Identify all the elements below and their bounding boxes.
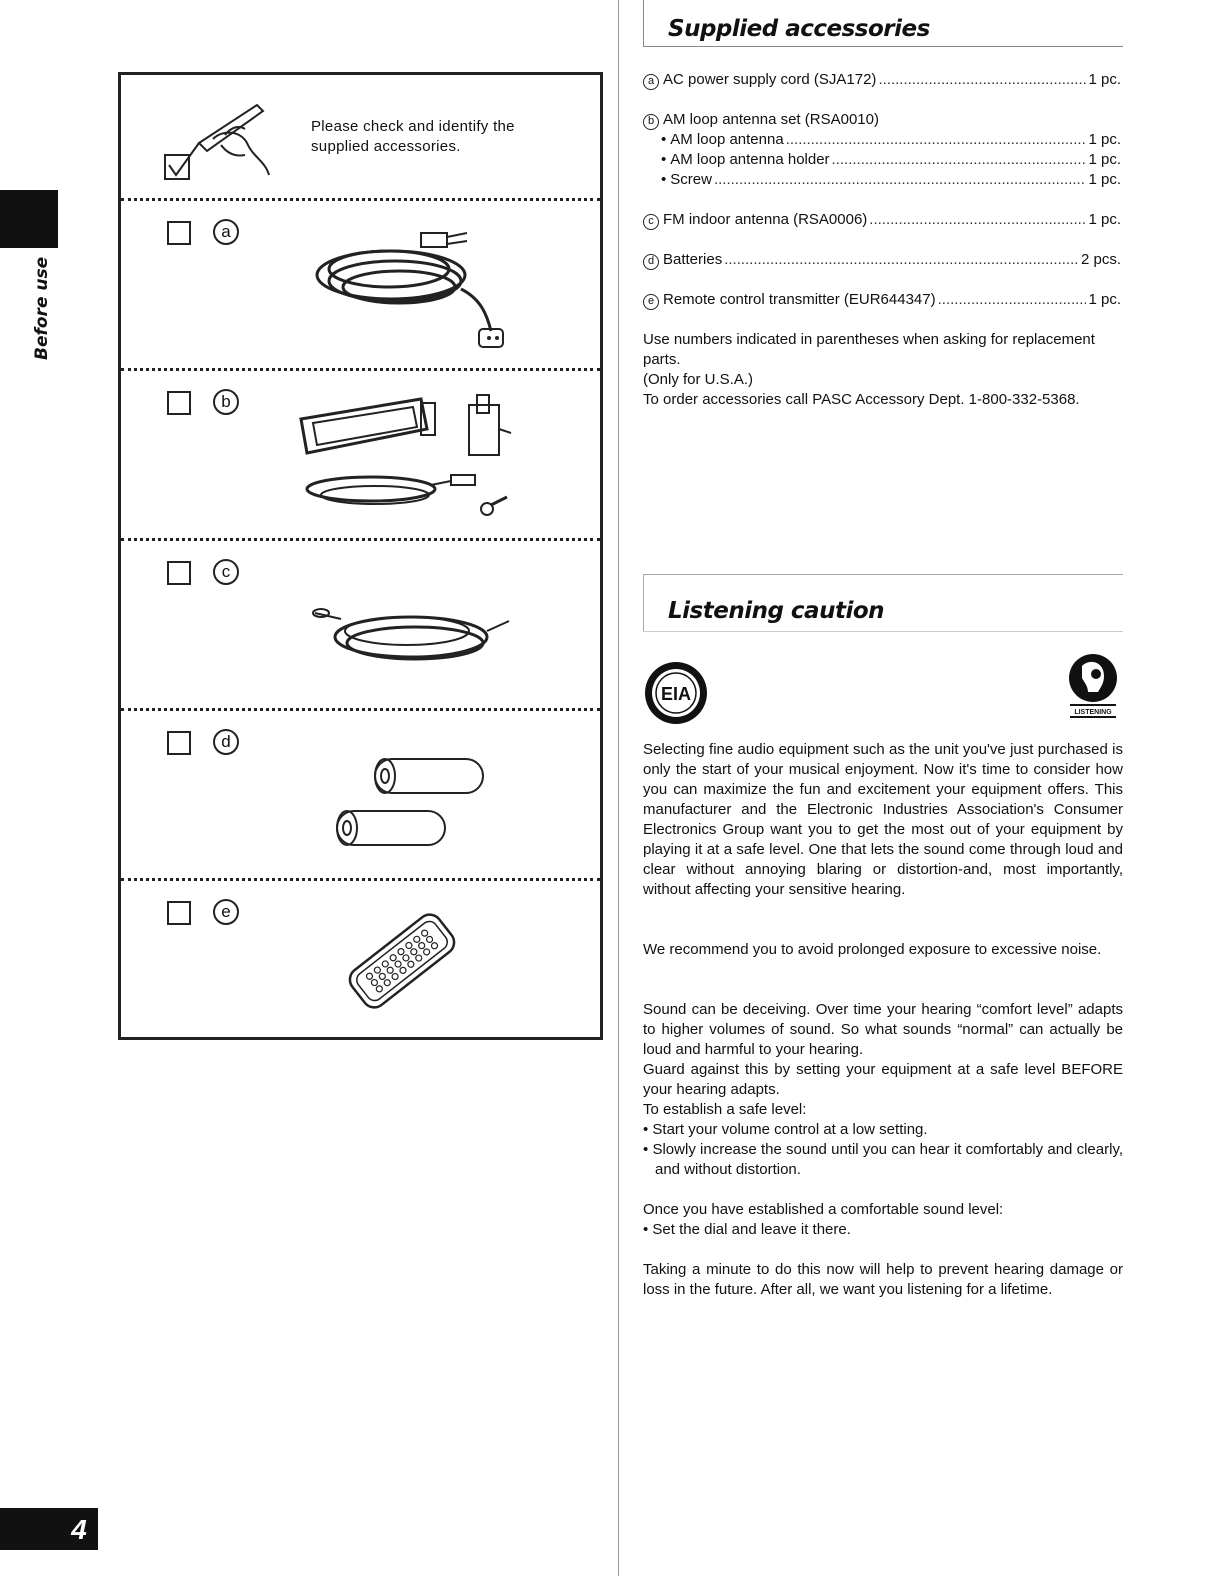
checklist-intro-cell bbox=[121, 75, 600, 201]
listening-paragraph-3 bbox=[643, 1000, 1123, 1180]
leader-dots bbox=[786, 130, 1087, 150]
accessories-title-underline bbox=[643, 46, 1123, 47]
listening-frame-left bbox=[643, 574, 644, 632]
item-letter-c: c bbox=[213, 559, 239, 585]
listening-bullet: • Start your volume control at a low setting. bbox=[643, 1121, 928, 1138]
leader-dots bbox=[869, 210, 1086, 230]
accessory-letter-c: c bbox=[643, 214, 659, 230]
checklist-item-c bbox=[121, 541, 600, 711]
accessory-label: AM loop antenna set (RSA0010) bbox=[663, 111, 879, 128]
accessory-label: AM loop antenna holder bbox=[670, 151, 830, 168]
accessories-notes bbox=[643, 330, 1123, 410]
side-tab-label: Before use bbox=[32, 256, 52, 360]
accessory-letter-e: e bbox=[643, 294, 659, 310]
accessory-label: AC power supply cord (SJA172) bbox=[663, 71, 877, 88]
accessory-row-a bbox=[643, 70, 1121, 90]
item-letter-b: b bbox=[213, 389, 239, 415]
checkbox-c[interactable] bbox=[167, 561, 191, 585]
batteries-icon bbox=[331, 755, 491, 855]
listening-frame-bottom bbox=[643, 631, 1123, 632]
page-number: 4 bbox=[71, 1514, 87, 1545]
accessories-title-frame bbox=[643, 0, 644, 46]
accessory-row-c bbox=[643, 210, 1121, 230]
listening-logo-text: LISTENING bbox=[1074, 709, 1112, 716]
accessory-row-b bbox=[643, 110, 1121, 130]
checklist-item-d bbox=[121, 711, 600, 881]
accessory-subrow bbox=[661, 170, 1121, 190]
remote-control-icon bbox=[337, 901, 467, 1021]
accessory-qty: 1 pc. bbox=[1088, 211, 1121, 228]
eia-logo-icon bbox=[643, 660, 709, 726]
listening-paragraph-4 bbox=[643, 1200, 1123, 1240]
accessory-qty: 1 pc. bbox=[1088, 291, 1121, 308]
accessory-qty: 1 pc. bbox=[1088, 151, 1121, 168]
accessory-label: AM loop antenna bbox=[670, 131, 784, 148]
accessory-label: Screw bbox=[670, 171, 712, 188]
bullet: • bbox=[661, 131, 667, 148]
leader-dots bbox=[938, 290, 1087, 310]
pen-check-icon bbox=[161, 99, 281, 189]
listening-paragraph-2 bbox=[643, 940, 1123, 960]
checkbox-b[interactable] bbox=[167, 391, 191, 415]
ac-power-cord-icon bbox=[311, 219, 511, 359]
listening-text: We recommend you to avoid prolonged exposure to excessive noise. bbox=[643, 941, 1102, 958]
accessory-qty: 1 pc. bbox=[1088, 131, 1121, 148]
checkbox-d[interactable] bbox=[167, 731, 191, 755]
item-letter-d: d bbox=[213, 729, 239, 755]
accessory-row-e bbox=[643, 290, 1121, 310]
accessory-label: FM indoor antenna (RSA0006) bbox=[663, 211, 868, 228]
listening-text: Once you have established a comfortable sound level: bbox=[643, 1201, 1004, 1218]
accessory-letter-b: b bbox=[643, 114, 659, 130]
usa-only-note: (Only for U.S.A.) bbox=[643, 371, 754, 388]
leader-dots bbox=[832, 150, 1087, 170]
listening-text: To establish a safe level: bbox=[643, 1101, 807, 1118]
accessory-letter-a: a bbox=[643, 74, 659, 90]
listening-logo-icon bbox=[1064, 652, 1122, 722]
listening-paragraph-1 bbox=[643, 740, 1123, 900]
accessories-title: Supplied accessories bbox=[668, 16, 930, 42]
accessory-qty: 2 pcs. bbox=[1080, 251, 1121, 268]
accessory-label: Remote control transmitter (EUR644347) bbox=[663, 291, 936, 308]
fm-indoor-antenna-icon bbox=[311, 591, 511, 681]
leader-dots bbox=[714, 170, 1087, 190]
checklist-item-e bbox=[121, 881, 600, 1037]
checklist-intro-text: Please check and identify the supplied accessories. bbox=[311, 118, 515, 155]
item-letter-a: a bbox=[213, 219, 239, 245]
accessory-qty: 1 pc. bbox=[1088, 171, 1121, 188]
listening-text: Sound can be deceiving. Over time your hearing “comfort level” adapts to higher volumes of sound. So what sounds “normal” can actually be loud and harmful to your hearing. bbox=[643, 1001, 1123, 1058]
listening-text: Guard against this by setting your equipment at a safe level BEFORE your hearing adapts. bbox=[643, 1061, 1123, 1098]
order-accessories-note: To order accessories call PASC Accessory Dept. 1-800-332-5368. bbox=[643, 391, 1080, 408]
accessory-qty: 1 pc. bbox=[1088, 71, 1121, 88]
bullet: • bbox=[661, 151, 667, 168]
bullet: • bbox=[661, 171, 667, 188]
listening-paragraph-5 bbox=[643, 1260, 1123, 1300]
listening-title: Listening caution bbox=[668, 598, 885, 624]
column-divider bbox=[618, 0, 619, 1576]
item-letter-e: e bbox=[213, 899, 239, 925]
replacement-parts-note: Use numbers indicated in parentheses when asking for replacement parts. bbox=[643, 331, 1095, 368]
accessory-label: Batteries bbox=[663, 251, 723, 268]
listening-text: Taking a minute to do this now will help to prevent hearing damage or loss in the future. After all, we want you listening for a lifetime. bbox=[643, 1261, 1123, 1298]
listening-bullet: • Slowly increase the sound until you can hear it comfortably and clearly, and without distortion. bbox=[643, 1141, 1123, 1178]
accessory-row-d bbox=[643, 250, 1121, 270]
checkbox-a[interactable] bbox=[167, 221, 191, 245]
eia-logo-text: EIA bbox=[660, 684, 692, 704]
accessories-checklist-panel bbox=[118, 72, 603, 1040]
listening-bullet: • Set the dial and leave it there. bbox=[643, 1221, 851, 1238]
listening-frame-top bbox=[643, 574, 1123, 575]
checklist-item-a bbox=[121, 201, 600, 371]
listening-text: Selecting fine audio equipment such as the unit you've just purchased is only the start of your musical enjoyment. Now it's time to consider how you can maximize the fun and excitement your equipment offers. This manufacturer and the Electronic Industries Association's Consumer Electronics Group want you to get the most out of your equipment by playing it at a safe level. One that lets the sound come through loud and clear without annoying blaring or distortion-and, most importantly, without affecting your sensitive hearing. bbox=[643, 741, 1123, 898]
accessory-subrow bbox=[661, 150, 1121, 170]
leader-dots bbox=[724, 250, 1079, 270]
am-loop-antenna-icon bbox=[291, 389, 531, 529]
accessory-subrow bbox=[661, 130, 1121, 150]
accessory-letter-d: d bbox=[643, 254, 659, 270]
checklist-item-b bbox=[121, 371, 600, 541]
checkbox-e[interactable] bbox=[167, 901, 191, 925]
leader-dots bbox=[878, 70, 1086, 90]
